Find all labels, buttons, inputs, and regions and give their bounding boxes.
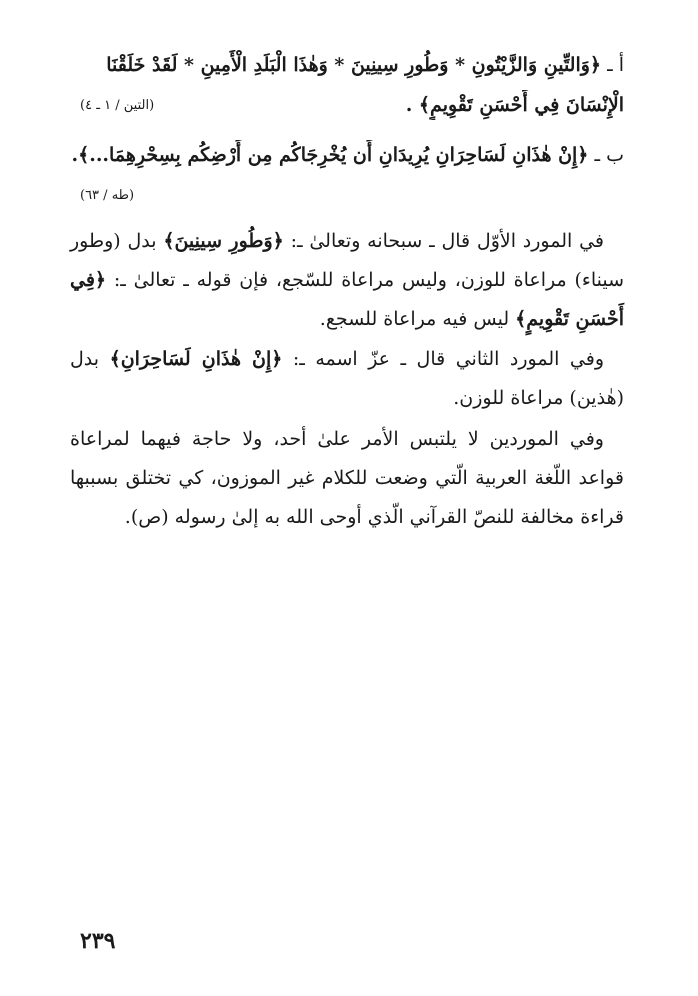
example-b-marker: ب ـ xyxy=(594,144,624,166)
example-b-reference: (طه / ٦٣) xyxy=(80,188,135,203)
example-b-line xyxy=(70,140,624,170)
paragraph-second-case xyxy=(70,340,624,418)
p2-quote: ﴿إِنْ هٰذَانِ لَسَاحِرَانِ﴾ xyxy=(109,348,283,370)
p1-quote-2: ﴿فِي أَحْسَنِ تَقْوِيمٍ﴾ xyxy=(70,269,624,330)
p2-text-b: بدل (هٰذين) مراعاة للوزن. xyxy=(70,348,624,409)
example-a-reference: (التين / ١ ـ ٤) xyxy=(80,98,155,113)
paragraph-first-case xyxy=(70,222,624,339)
p1-text-a: في المورد الأوّل قال ـ سبحانه وتعالىٰ ـ: xyxy=(283,230,604,252)
page-number: ٢٣٩ xyxy=(80,928,116,954)
example-a-line-2 xyxy=(204,90,624,120)
p1-text-c: ليس فيه مراعاة للسجع. xyxy=(319,308,516,330)
example-a-verse-1: ﴿وَالتِّينِ وَالزَّيْتُونِ * وَطُورِ سِينِينَ * وَهٰذَا الْبَلَدِ الْأَمِينِ * لَقَدْ خَلَقْنَا xyxy=(106,54,602,76)
example-a-marker: أ ـ xyxy=(607,54,624,76)
example-a-verse-2: الْإِنْسَانَ فِي أَحْسَنِ تَقْوِيمٍ﴾ . xyxy=(405,94,624,116)
paragraph-conclusion: وفي الموردين لا يلتبس الأمر علىٰ أحد، ولا حاجة فيهما لمراعاة قواعد اللّغة العربية الّتي وضعت للكلام غير الموزون، كي تختلق بسببها قراءة مخالفة للنصّ القرآني الّذي أوحى الله به إلىٰ رسوله (ص). xyxy=(70,428,624,528)
example-a-line-1 xyxy=(70,50,624,80)
p1-quote-1: ﴿وَطُورِ سِينِينَ﴾ xyxy=(163,230,284,252)
p1-text-b: بدل (وطور سيناء) مراعاة للوزن، وليس مراعاة للسّجع، فإن قوله ـ تعالىٰ ـ: xyxy=(70,230,624,291)
example-b-verse: ﴿إِنْ هٰذَانِ لَسَاحِرَانِ يُرِيدَانِ أَن يُخْرِجَاكُم مِن أَرْضِكُم بِسِحْرِهِمَا...﴾. xyxy=(71,144,589,166)
p2-text-a: وفي المورد الثاني قال ـ عزّ اسمه ـ: xyxy=(282,348,605,370)
